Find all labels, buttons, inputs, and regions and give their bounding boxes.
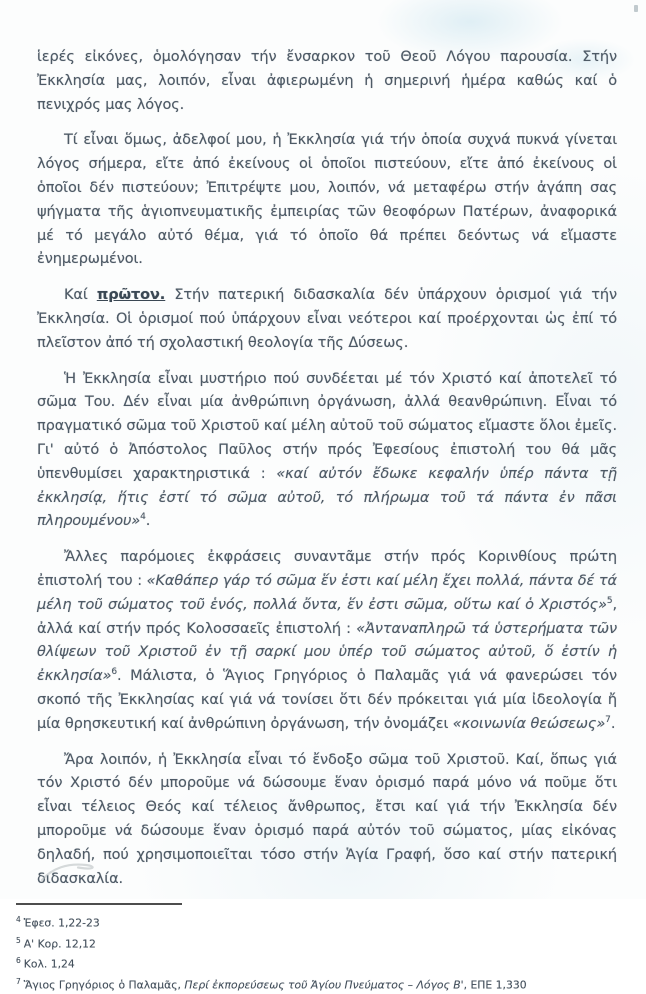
paragraph — [37, 46, 617, 117]
text-segment: Στήν πατερική διδασκαλία δέν ὑπάρχουν ὁρισμοί γιά τήν Ἐκκλησία. Οἱ ὁρισμοί πού ὑπάρχουν εἶναι νεότεροι καί προέρχονται ὡς ἐπί τό πλεῖστον ἀπό τή σχολαστική θεολογία τῆς Δύσεως. — [37, 287, 617, 351]
text-segment: . — [610, 715, 616, 732]
text-segment: Ἐφεσ. 1,22-23 — [23, 916, 100, 930]
footnote-reference: 6 — [111, 667, 118, 678]
paragraph — [37, 129, 617, 272]
footnote-reference: 5 — [606, 595, 613, 606]
footnote-number: 4 — [16, 915, 21, 925]
text-segment: Τί εἶναι ὅμως, ἀδελφοί μου, ἡ Ἐκκλησία γιά τήν ὁποία συχνά πυκνά γίνεται λόγος σήμερα, εἴτε ἀπό ἐκείνους οἱ ὁποῖοι πιστεύουν, εἴτε ἀπό ἐκείνους οἱ ὁποῖοι δέν πιστεύουν; Ἐπιτρέψτε μου, λοιπόν, νά μεταφέρω στήν ἀγάπη σας ψήγματα τῆς ἁγιοπνευματικῆς ἐμπειρίας τῶν θεοφόρων Πατέρων, ἀναφορικά μέ τό μεγάλο αὐτό θέμα, γιά τό ὁποῖο θά πρέπει δεόντως νά εἴμαστε ἐνημερωμένοι. — [37, 132, 617, 268]
footnote-number: 5 — [16, 935, 21, 945]
text-segment: Α' Κορ. 12,12 — [23, 937, 96, 951]
footnote-number: 7 — [16, 977, 21, 987]
text-segment: ἱερές εἰκόνες, ὁμολόγησαν τήν ἔνσαρκον τοῦ Θεοῦ Λόγου παρουσία. Στήν Ἐκκλησία μας, λοιπόν, εἶναι ἀφιερωμένη ἡ σημερινή ἡμέρα καθώς καί ὁ πενιχρός μας λόγος. — [37, 49, 617, 113]
footnote — [16, 911, 616, 932]
text-segment: Καί — [64, 287, 97, 304]
text-segment: Ἅγιος Γρηγόριος ὁ Παλαμᾶς, — [23, 978, 185, 992]
text-segment: «Ἀνταναπληρῶ τά ὑστερήματα τῶν θλίψεων τοῦ Χριστοῦ ἐν τῇ σαρκί μου ὑπέρ τοῦ σώματος αὐτοῦ, ὅ ἐστίν ἡ ἐκκλησία» — [37, 620, 617, 685]
text-segment: πρῶτον. — [96, 287, 166, 304]
text-segment: Ἄρα λοιπόν, ἡ Ἐκκλησία εἶναι τό ἔνδοξο σῶμα τοῦ Χριστοῦ. Καί, ὅπως γιά τόν Χριστό δέν μποροῦμε νά δώσουμε ἕναν ὁρισμό παρά μόνο νά ποῦμε ὅτι εἶναι τέλειος Θεός καί τέλειος ἄνθρωπος, ἔτσι καί γιά τήν Ἐκκλησία δέν μποροῦμε νά δώσουμε ἕναν ὁρισμό παρά αὐτόν τοῦ σώματος, μίας εἰκόνας δηλαδή, πού χρησιμοποιεῖται τόσο στήν Ἁγία Γραφή, ὅσο καί στήν πατερική διδασκαλία. — [37, 751, 617, 887]
text-segment: «κοινωνία θεώσεως» — [452, 715, 606, 732]
paragraph — [37, 749, 617, 892]
text-segment: . — [145, 513, 151, 530]
footnote-reference: 4 — [140, 512, 146, 523]
document-body — [37, 46, 617, 891]
text-segment: Ἡ Ἐκκλησία εἶναι μυστήριο πού συνδέεται μέ τόν Χριστό καί ἀποτελεῖ τό σῶμα Του. Δέν εἶναι μία ἀνθρώπινη ὀργάνωση, ἀλλά θεανθρώπινη. Εἶναι τό πραγματικό σῶμα τοῦ Χριστοῦ καί μέλη αὐτοῦ τοῦ σώματος εἴμαστε ὅλοι ἐμεῖς. Γι' αὐτό ὁ Ἀπόστολος Παῦλος στήν πρός Ἐφεσίους ἐπιστολή του θά μᾶς ὑπενθυμίσει χαρακτηριστικά : — [37, 370, 617, 482]
footnote — [16, 952, 616, 973]
pencil-mark — [38, 856, 108, 886]
paragraph — [37, 368, 617, 535]
footnote — [16, 973, 616, 994]
text-segment: Κολ. 1,24 — [23, 958, 75, 972]
text-segment: «Καθάπερ γάρ τό σῶμα ἕν ἐστι καί μέλη ἔχει πολλά, πάντα δέ τά μέλη τοῦ σώματος τοῦ ἑνός, πολλά ὄντα, ἕν ἐστι σῶμα, οὕτω καί ὁ Χριστός» — [37, 572, 617, 613]
paragraph — [37, 546, 617, 736]
text-segment: Περί ἐκπορεύσεως τοῦ Ἁγίου Πνεύματος – Λόγος Β' — [184, 978, 464, 992]
text-segment: Ἄλλες παρόμοιες ἐκφράσεις συναντᾶμε στήν πρός Κορινθίους πρώτη ἐπιστολή του : — [37, 549, 617, 589]
footnote-reference: 7 — [605, 714, 611, 725]
footnote — [16, 932, 616, 953]
paragraph — [37, 284, 617, 355]
text-segment: , ἀλλά καί στήν πρός Κολοσσαεῖς ἐπιστολή : — [37, 596, 617, 637]
footnotes — [16, 911, 616, 993]
footnote-separator — [16, 903, 182, 905]
text-segment: . Μάλιστα, ὁ Ἅγιος Γρηγόριος ὁ Παλαμᾶς γιά νά φανερώσει τόν σκοπό τῆς Ἐκκλησίας καί γιά νά τονίσει ὅτι δέν πρόκειται γιά μία ἰδεολογία ἤ μία θρησκευτική καί ἀνθρώπινη ὀργάνωση, τήν ὀνομάζει — [37, 668, 617, 732]
footnote-number: 6 — [16, 956, 21, 966]
scan-speck — [634, 5, 638, 12]
text-segment: , ΕΠΕ 1,330 — [463, 978, 527, 992]
text-segment: «καί αὐτόν ἔδωκε κεφαλήν ὑπέρ πάντα τῇ ἐκκλησίᾳ, ἥτις ἐστί τό σῶμα αὐτοῦ, τό πλήρωμα τοῦ τά πάντα ἐν πᾶσι πληρουμένου» — [37, 465, 617, 530]
